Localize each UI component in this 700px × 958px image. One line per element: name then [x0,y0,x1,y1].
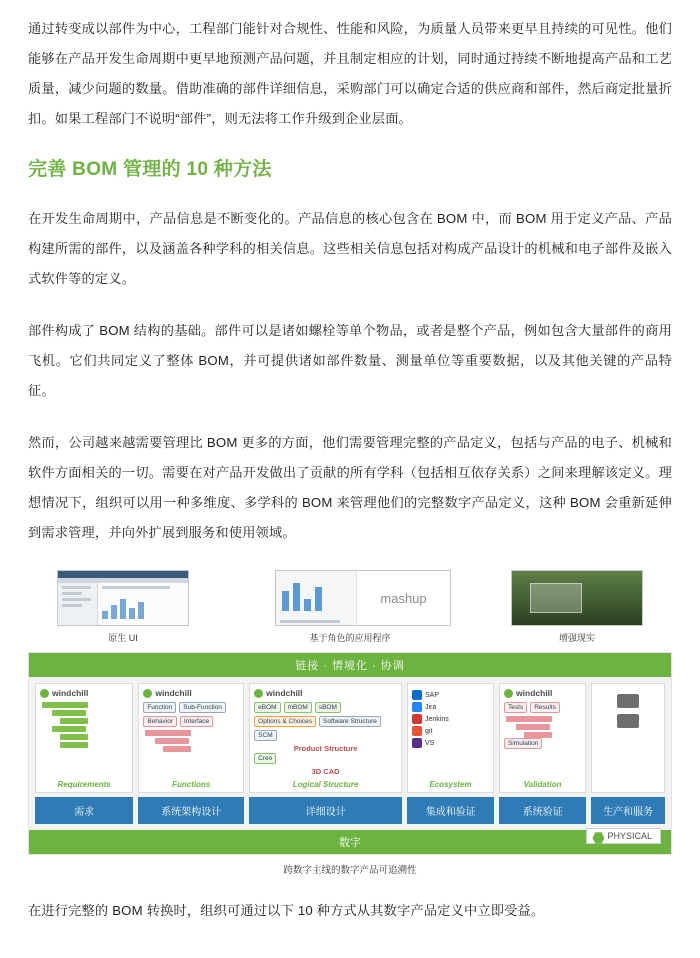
production-icons [596,694,660,708]
figure-top-row [28,570,672,644]
phase-production-service: 生产和服务 [591,797,665,824]
digital-label: 数字 [339,837,361,849]
column-label-logical-structure: Logical Structure [292,780,359,789]
function-box: Interface [180,716,213,727]
figure-column-requirements [35,683,133,793]
column-label-ecosystem: Ecosystem [429,780,472,789]
hexagon-icon [592,832,604,844]
physical-label: PHYSICAL [607,831,652,841]
requirements-tree [40,702,128,748]
validation-box: Tests [504,702,527,713]
integration-jenkins [412,714,489,724]
figure-caption-native-ui: 原生 UI [108,633,138,643]
figure-caption: 跨数字主线的数字产品可追溯性 [283,865,417,876]
physical-badge [586,828,661,844]
mashup-screenshot-icon [275,570,451,626]
visual-studio-icon [412,738,422,748]
paragraph-intro: 通过转变成以部件为中心，工程部门能针对合规性、性能和风险，为质量人员带来更早且持续的可见性。他们能够在产品开发生命周期中更早地预测产品问题，并且制定相应的计划，同时通过持续不断地提高产品和工艺质量，减少问题的数量。借助准确的部件详细信息，采购部门可以确定合适的供应商和部件，然后商定批量折扣。如果工程部门不说明“部件”，则无法将工作升级到企业层面。 [28,21,672,126]
logical-box: mBOM [284,702,312,713]
phase-integration-verification: 集成和验证 [407,797,494,824]
jira-icon [412,702,422,712]
figure-column-logical-structure [249,683,402,793]
browser-screenshot-icon [57,570,189,626]
figure-top-item-augmented-reality [502,570,652,644]
figure-digital-thread [28,570,672,876]
phase-system-architecture: 系统架构设计 [138,797,244,824]
integration-label: SAP [425,691,440,699]
functions-boxes [143,702,239,713]
logical-box: Creo [254,753,276,764]
windchill-dot-icon [254,689,263,698]
figure-top-item-role-based-app [275,570,425,644]
service-icons [596,714,660,728]
sap-icon [412,690,422,700]
figure-column-production [591,683,665,793]
integration-jira [412,702,489,712]
integration-label: VS [425,739,435,747]
validation-box: Results [530,702,560,713]
integration-label: git [425,727,433,735]
integration-sap [412,690,489,700]
windchill-label: windchill [266,688,303,698]
column-label-functions: Functions [172,780,211,789]
logical-box: eBOM [254,702,280,713]
windchill-dot-icon [504,689,513,698]
figure-caption-role-based-app: 基于角色的应用程序 [309,633,391,643]
phase-system-validation: 系统验证 [499,797,586,824]
jenkins-icon [412,714,422,724]
figure-column-validation [499,683,586,793]
cad-label: 3D CAD [311,767,340,776]
figure-main-panel [28,652,672,855]
function-box: Function [143,702,176,713]
logical-boxes-row-3 [254,753,397,764]
paragraph-1: 在开发生命周期中，产品信息是不断变化的。产品信息的核心包含在 BOM 中，而 BOM 用于定义产品、产品构建所需的部件，以及涵盖各种学科的相关信息。这些相关信息包括对构成产品设计的机械和电子部件及嵌入式软件等的定义。 [28,211,672,286]
logical-box: Software Structure [319,716,381,727]
windchill-label: windchill [516,688,553,698]
function-box: Behavior [143,716,177,727]
integration-label: Jenkins [425,715,449,723]
logical-boxes-row-2 [254,716,397,741]
phase-requirements: 需求 [35,797,133,824]
logical-box: SCM [254,730,276,741]
column-label-validation: Validation [523,780,562,789]
figure-green-bar: 链接 · 情境化 · 协调 [29,653,671,677]
logical-box: Options & Choices [254,716,316,727]
integration-label: Jira [425,703,437,711]
validation-tree [504,716,581,738]
section-heading: 完善 BOM 管理的 10 种方法 [28,159,272,180]
factory-icon [617,714,639,728]
integration-visual-studio [412,738,489,748]
logical-box: sBOM [315,702,341,713]
truck-icon [617,694,639,708]
figure-digital-bar [29,830,671,854]
validation-box: Simulation [504,738,542,749]
logical-boxes-row-1 [254,702,397,713]
windchill-logo-logical [254,688,397,698]
integration-git [412,726,489,736]
paragraph-2: 部件构成了 BOM 结构的基础。部件可以是诸如螺栓等单个物品，或者是整个产品，例如包含大量部件的商用飞机。它们共同定义了整体 BOM，并可提供诸如部件数量、测量单位等重要数据，以及其他关键的产品特征。 [28,323,672,398]
figure-caption-augmented-reality: 增强现实 [558,633,595,643]
figure-column-ecosystem [407,683,494,793]
figure-top-item-native-ui [48,570,198,644]
windchill-label: windchill [52,688,89,698]
phase-detailed-design: 详细设计 [249,797,402,824]
mashup-label: mashup [380,590,427,606]
paragraph-outro: 在进行完整的 BOM 转换时，组织可通过以下 10 种方式从其数字产品定义中立即受益。 [28,903,545,918]
windchill-dot-icon [143,689,152,698]
figure-phase-row [29,797,671,830]
windchill-label: windchill [155,688,192,698]
augmented-reality-photo-icon [511,570,643,626]
functions-tree [143,730,239,752]
validation-boxes [504,702,581,713]
figure-columns [29,677,671,797]
figure-column-functions [138,683,244,793]
windchill-dot-icon [40,689,49,698]
function-box: Sub-Function [179,702,226,713]
git-icon [412,726,422,736]
paragraph-3: 然而，公司越来越需要管理比 BOM 更多的方面，他们需要管理完整的产品定义，包括与产品的电子、机械和软件方面相关的一切。需要在对产品开发做出了贡献的所有学科（包括相互依存关系）之间来理解该定义。理想情况下，组织可以用一种多维度、多学科的 BOM 来管理他们的完整数字产品定义，这种 BOM 会重新延伸到需求管理，并向外扩展到服务和使用领域。 [28,435,672,540]
windchill-logo-requirements [40,688,128,698]
windchill-logo-functions [143,688,239,698]
column-label-requirements: Requirements [57,780,111,789]
product-structure-label: Product Structure [293,744,358,753]
windchill-logo-validation [504,688,581,698]
